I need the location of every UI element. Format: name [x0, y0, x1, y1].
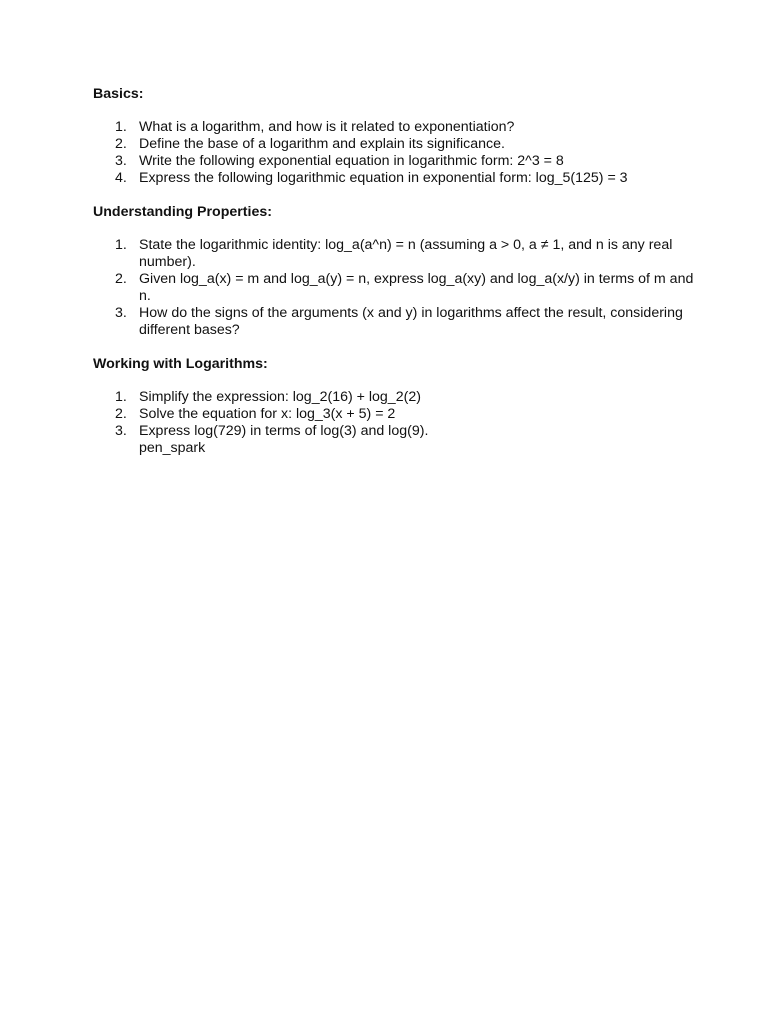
list-item — [93, 305, 703, 339]
list-item — [93, 423, 703, 440]
list-text: Given log_a(x) = m and log_a(y) = n, express log_a(xy) and log_a(x/y) in terms of m and n. — [139, 271, 694, 304]
list-item — [93, 136, 703, 153]
list-number: 3. — [115, 305, 127, 321]
list-number: 4. — [115, 170, 127, 186]
trailing-text: pen_spark — [139, 440, 206, 456]
section-heading-basics: Basics: — [93, 86, 144, 102]
list-number: 1. — [115, 389, 127, 405]
list-text: Express log(729) in terms of log(3) and log(9). — [139, 423, 429, 439]
section-heading-working: Working with Logarithms: — [93, 356, 268, 372]
list-number: 1. — [115, 119, 127, 135]
list-number: 3. — [115, 423, 127, 439]
list-text: Solve the equation for x: log_3(x + 5) = 2 — [139, 406, 396, 422]
list-item — [93, 389, 703, 406]
list-item — [93, 119, 703, 136]
basics-list — [93, 119, 703, 187]
list-number: 2. — [115, 271, 127, 287]
list-text: Define the base of a logarithm and explain its significance. — [139, 136, 505, 152]
list-number: 2. — [115, 136, 127, 152]
list-text: What is a logarithm, and how is it related to exponentiation? — [139, 119, 515, 135]
list-text: Simplify the expression: log_2(16) + log_2(2) — [139, 389, 421, 405]
section-heading-properties: Understanding Properties: — [93, 204, 272, 220]
working-list — [93, 389, 703, 440]
list-number: 3. — [115, 153, 127, 169]
list-number: 1. — [115, 237, 127, 253]
list-item — [93, 153, 703, 170]
list-number: 2. — [115, 406, 127, 422]
list-item — [93, 406, 703, 423]
list-item — [93, 271, 703, 305]
list-text: How do the signs of the arguments (x and y) in logarithms affect the result, considering different bases? — [139, 305, 683, 338]
list-item — [93, 237, 703, 271]
list-item — [93, 170, 703, 187]
list-text: Write the following exponential equation in logarithmic form: 2^3 = 8 — [139, 153, 564, 169]
document-page — [93, 86, 703, 457]
properties-list — [93, 237, 703, 339]
list-text: State the logarithmic identity: log_a(a^n) = n (assuming a > 0, a ≠ 1, and n is any real number). — [139, 237, 673, 270]
list-text: Express the following logarithmic equation in exponential form: log_5(125) = 3 — [139, 170, 628, 186]
